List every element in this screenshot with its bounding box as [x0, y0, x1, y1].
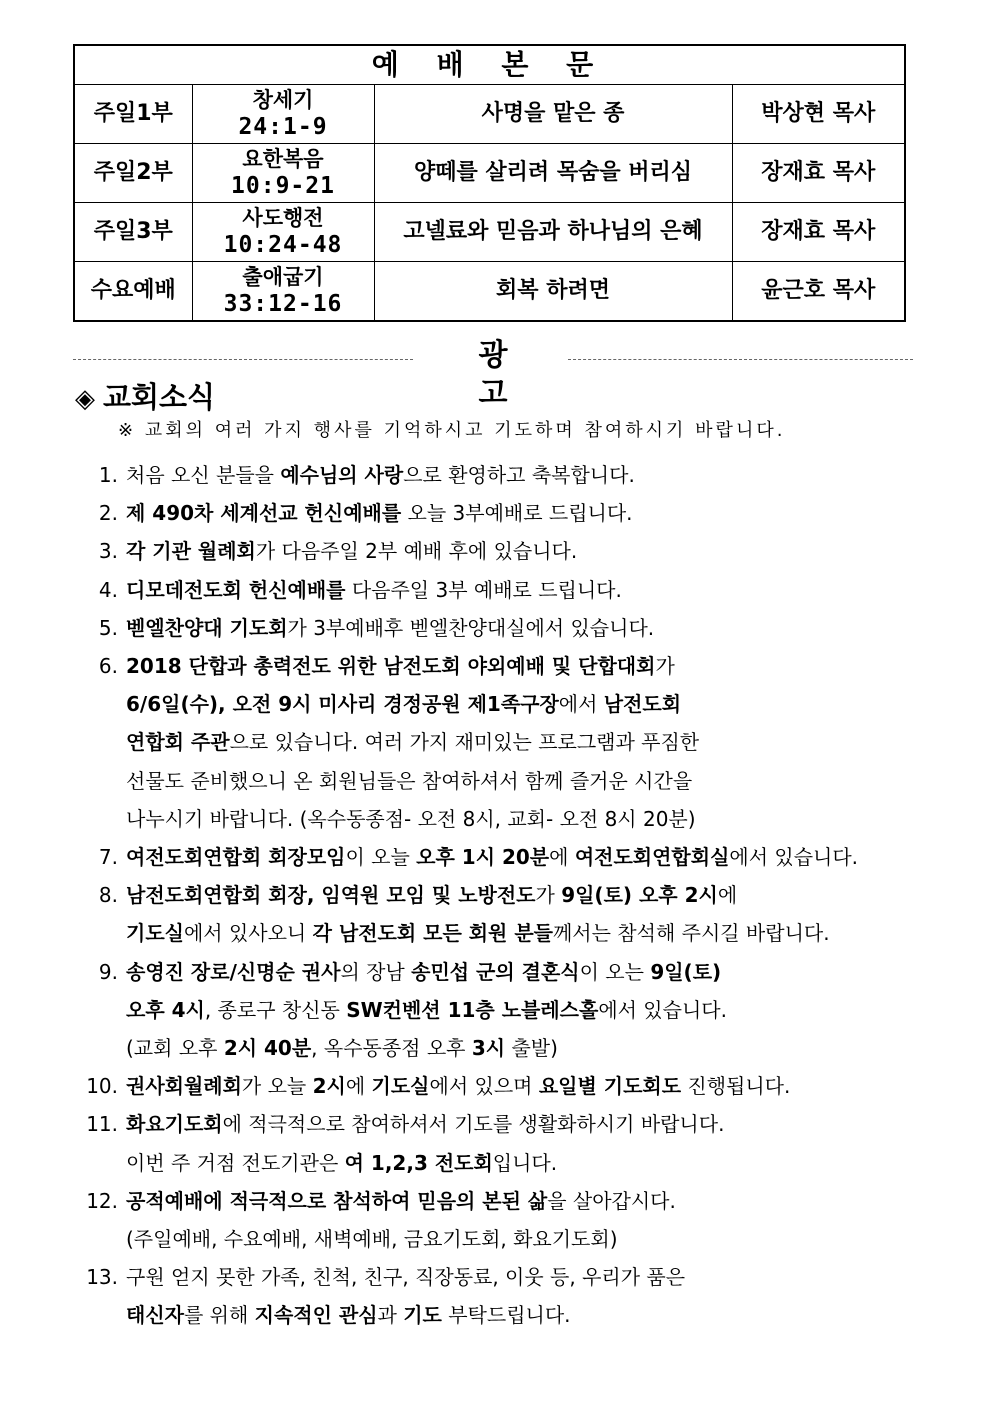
- scripture-book: 창세기: [252, 88, 314, 112]
- plain-text: 에: [717, 883, 738, 908]
- news-item-line: [126, 914, 932, 952]
- plain-text: 구원 얻지 못한 가족, 친척, 친구, 직장동료, 이웃 등, 우리가 품은: [126, 1265, 686, 1290]
- news-item-number: 4.: [98, 577, 118, 602]
- news-item-number: 12.: [86, 1188, 118, 1213]
- emphasis-text: 예수님의 사랑: [280, 463, 404, 487]
- news-item-text: [126, 1258, 932, 1334]
- worship-row: [74, 144, 905, 203]
- news-item-line: [126, 1182, 932, 1220]
- plain-text: 에서 있으며: [429, 1074, 539, 1099]
- sermon-title: 고넬료와 믿음과 하나님의 은혜: [374, 203, 732, 262]
- plain-text: 가 다음주일 2부 예배 후에 있습니다.: [255, 539, 578, 564]
- news-item-number: 9.: [98, 959, 118, 984]
- news-item-number: 2.: [98, 501, 118, 526]
- diamond-icon: ◈: [75, 384, 95, 414]
- scripture-reference: [192, 85, 374, 144]
- news-item: [72, 609, 932, 647]
- service-name: 주일1부: [74, 85, 192, 144]
- emphasis-text: 9일(토): [650, 959, 722, 984]
- emphasis-text: 오후 1시 20분: [416, 845, 550, 870]
- plain-text: 이번 주 거점 전도기관은: [126, 1150, 345, 1175]
- sermon-title: 회복 하려면: [374, 262, 732, 322]
- preacher-name: 장재효 목사: [732, 144, 905, 203]
- plain-text: (교회 오후: [126, 1036, 224, 1061]
- plain-text: (주일예배, 수요예배, 새벽예배, 금요기도회, 화요기도회): [126, 1227, 618, 1252]
- news-item: [72, 494, 932, 532]
- plain-text: 가: [655, 654, 675, 679]
- plain-text: 으로 환영하고 축복합니다.: [403, 463, 635, 487]
- news-item-number: 8.: [98, 883, 118, 908]
- emphasis-text: 남전도회: [603, 692, 682, 717]
- news-item-line: [126, 571, 932, 609]
- news-item-text: [126, 647, 932, 838]
- scripture-reference: [192, 203, 374, 262]
- news-item: [72, 647, 932, 838]
- plain-text: 나누시기 바랍니다. (옥수동종점- 오전 8시, 교회- 오전 8시 20분): [126, 806, 696, 831]
- plain-text: 다음주일 3부 예배로 드립니다.: [345, 577, 622, 602]
- emphasis-text: 송영진 장로/신명순 권사: [126, 959, 341, 984]
- news-item-number: 7.: [98, 845, 118, 870]
- plain-text: 가 3부예배후 벧엘찬양대실에서 있습니다.: [287, 615, 655, 640]
- plain-text: 으로 있습니다. 여러 가지 재미있는 프로그램과 푸짐한: [229, 730, 700, 755]
- scripture-verse: 10:9-21: [231, 173, 335, 199]
- divider-line-left: [73, 359, 413, 360]
- emphasis-text: 제 490차 세계선교 헌신예배를: [126, 501, 402, 526]
- news-item: [72, 1105, 932, 1181]
- plain-text: 에: [345, 1074, 372, 1099]
- emphasis-text: 2시 40분: [223, 1036, 312, 1061]
- plain-text: 의 장남: [340, 959, 412, 984]
- news-item-line: [126, 532, 932, 570]
- news-heading-label: 교회소식: [103, 380, 216, 414]
- emphasis-text: 여 1,2,3 전도회: [344, 1150, 493, 1175]
- news-item-line: [126, 953, 932, 991]
- news-item-line: [126, 647, 932, 685]
- plain-text: 에: [549, 845, 575, 870]
- emphasis-text: 지속적인 관심: [254, 1303, 378, 1328]
- plain-text: 에서 있습니다.: [598, 997, 727, 1022]
- news-item-text: [126, 953, 932, 1068]
- emphasis-text: 요일별 기도회도: [538, 1074, 682, 1099]
- news-item-line: [126, 991, 932, 1029]
- news-item-line: [126, 723, 932, 761]
- scripture-reference: [192, 144, 374, 203]
- emphasis-text: 연합회 주관: [126, 730, 230, 755]
- worship-table-title: 예 배 본 문: [74, 45, 905, 85]
- plain-text: 에서 있사오니: [183, 921, 313, 946]
- plain-text: 입니다.: [492, 1150, 558, 1175]
- news-item-text: [126, 494, 932, 532]
- news-item: [72, 1182, 932, 1258]
- news-item-text: [126, 876, 932, 952]
- emphasis-text: 기도실: [371, 1074, 430, 1099]
- news-item-line: [126, 685, 932, 723]
- service-name: 주일2부: [74, 144, 192, 203]
- divider-line-right: [568, 359, 913, 360]
- news-item-text: [126, 532, 932, 570]
- emphasis-text: 2018 단합과 총력전도 위한 남전도회 야외예배 및 단합대회: [126, 654, 656, 679]
- news-item-text: [126, 1182, 932, 1258]
- news-item-line: [126, 1067, 932, 1105]
- service-name: 주일3부: [74, 203, 192, 262]
- scripture-verse: 33:12-16: [223, 291, 343, 317]
- emphasis-text: 여전도회연합회 회장모임: [126, 845, 346, 870]
- plain-text: 을 살아갑시다.: [547, 1188, 676, 1213]
- news-item-number: 3.: [98, 539, 118, 564]
- scripture-book: 출애굽기: [242, 265, 324, 289]
- news-item-number: 5.: [98, 615, 118, 640]
- plain-text: 과: [377, 1303, 404, 1328]
- emphasis-text: 태신자: [126, 1303, 184, 1328]
- news-item-line: [126, 1296, 932, 1334]
- emphasis-text: 송민섭 군의 결혼식: [411, 959, 580, 984]
- plain-text: 가: [535, 883, 562, 908]
- news-heading: [75, 378, 215, 418]
- news-item-line: [126, 1105, 932, 1143]
- emphasis-text: 디모데전도회 헌신예배를: [126, 577, 346, 602]
- news-item-number: 13.: [86, 1265, 118, 1290]
- scripture-verse: 24:1-9: [238, 114, 328, 140]
- worship-rows: [74, 85, 905, 322]
- plain-text: , 옥수동종점 오후: [311, 1036, 472, 1061]
- emphasis-text: 9일(토) 오후 2시: [561, 883, 718, 908]
- ads-title: 광 고: [478, 338, 548, 411]
- news-item-line: [126, 1220, 932, 1258]
- news-item-text: [126, 609, 932, 647]
- preacher-name: 박상현 목사: [732, 85, 905, 144]
- plain-text: 를 위해: [183, 1303, 255, 1328]
- news-note: ※ 교회의 여러 가지 행사를 기억하시고 기도하며 참여하시기 바랍니다.: [118, 420, 786, 441]
- emphasis-text: 화요기도회: [126, 1112, 223, 1137]
- emphasis-text: SW컨벤션 11층 노블레스홀: [346, 997, 599, 1022]
- scripture-book: 사도행전: [242, 206, 324, 230]
- news-item-line: [126, 1144, 932, 1182]
- plain-text: 이 오늘: [345, 845, 417, 870]
- service-name: 수요예배: [74, 262, 192, 322]
- plain-text: 진행됩니다.: [681, 1074, 791, 1099]
- news-item: [72, 838, 932, 876]
- plain-text: 에 적극적으로 참여하셔서 기도를 생활화하시기 바랍니다.: [222, 1112, 725, 1137]
- news-item: [72, 876, 932, 952]
- emphasis-text: 각 남전도회 모든 회원 분들: [312, 921, 553, 946]
- news-item: [72, 571, 932, 609]
- news-item-text: [126, 456, 932, 494]
- emphasis-text: 여전도회연합회실: [574, 845, 730, 870]
- news-item-line: [126, 609, 932, 647]
- news-item-text: [126, 838, 932, 876]
- worship-row: [74, 85, 905, 144]
- news-item-number: 10.: [86, 1074, 118, 1099]
- emphasis-text: 권사회월례회: [126, 1074, 242, 1099]
- news-item: [72, 1067, 932, 1105]
- news-item-text: [126, 571, 932, 609]
- plain-text: 가 오늘: [241, 1074, 313, 1099]
- worship-table: [73, 44, 906, 322]
- news-list: [72, 456, 932, 1335]
- emphasis-text: 3시: [471, 1036, 506, 1061]
- emphasis-text: 6/6일(수), 오전 9시 미사리 경정공원 제1족구장: [126, 692, 559, 717]
- emphasis-text: 남전도회연합회 회장, 임역원 모임 및 노방전도: [126, 883, 536, 908]
- plain-text: 부탁드립니다.: [441, 1303, 571, 1328]
- news-item-line: [126, 838, 932, 876]
- scripture-reference: [192, 262, 374, 322]
- news-item-line: [126, 1029, 932, 1067]
- plain-text: 에서: [558, 692, 604, 717]
- news-item-line: [126, 800, 932, 838]
- plain-text: , 종로구 창신동: [204, 997, 347, 1022]
- sermon-title: 사명을 맡은 종: [374, 85, 732, 144]
- news-item-number: 6.: [98, 654, 118, 679]
- news-item-text: [126, 1067, 932, 1105]
- preacher-name: 윤근호 목사: [732, 262, 905, 322]
- plain-text: 처음 오신 분들을: [126, 463, 281, 487]
- news-item-line: [126, 494, 932, 532]
- worship-row: [74, 262, 905, 322]
- emphasis-text: 벧엘찬양대 기도회: [126, 615, 288, 640]
- emphasis-text: 오후 4시: [126, 997, 205, 1022]
- news-item-text: [126, 1105, 932, 1181]
- plain-text: 오늘 3부예배로 드립니다.: [401, 501, 633, 526]
- news-item: [72, 953, 932, 1068]
- worship-row: [74, 203, 905, 262]
- news-item-line: [126, 876, 932, 914]
- emphasis-text: 2시: [312, 1074, 346, 1099]
- scripture-verse: 10:24-48: [223, 232, 343, 258]
- emphasis-text: 공적예배에 적극적으로 참석하여 믿음의 본된 삶: [126, 1188, 548, 1213]
- plain-text: 출발): [505, 1036, 558, 1061]
- plain-text: 이 오는: [579, 959, 651, 984]
- scripture-book: 요한복음: [242, 147, 324, 171]
- plain-text: 선물도 준비했으니 온 회원님들은 참여하셔서 함께 즐거운 시간을: [126, 768, 693, 793]
- emphasis-text: 각 기관 월례회: [126, 539, 256, 564]
- emphasis-text: 기도: [403, 1303, 442, 1328]
- news-item-line: [126, 456, 932, 494]
- news-item-line: [126, 762, 932, 800]
- plain-text: 에서 있습니다.: [729, 845, 859, 870]
- news-item: [72, 532, 932, 570]
- news-item-number: 1.: [98, 463, 118, 487]
- news-item: [72, 1258, 932, 1334]
- news-item-number: 11.: [86, 1112, 118, 1137]
- preacher-name: 장재효 목사: [732, 203, 905, 262]
- news-item: [72, 456, 932, 494]
- emphasis-text: 기도실: [126, 921, 184, 946]
- plain-text: 께서는 참석해 주시길 바랍니다.: [552, 921, 830, 946]
- sermon-title: 양떼를 살리려 목숨을 버리심: [374, 144, 732, 203]
- news-item-line: [126, 1258, 932, 1296]
